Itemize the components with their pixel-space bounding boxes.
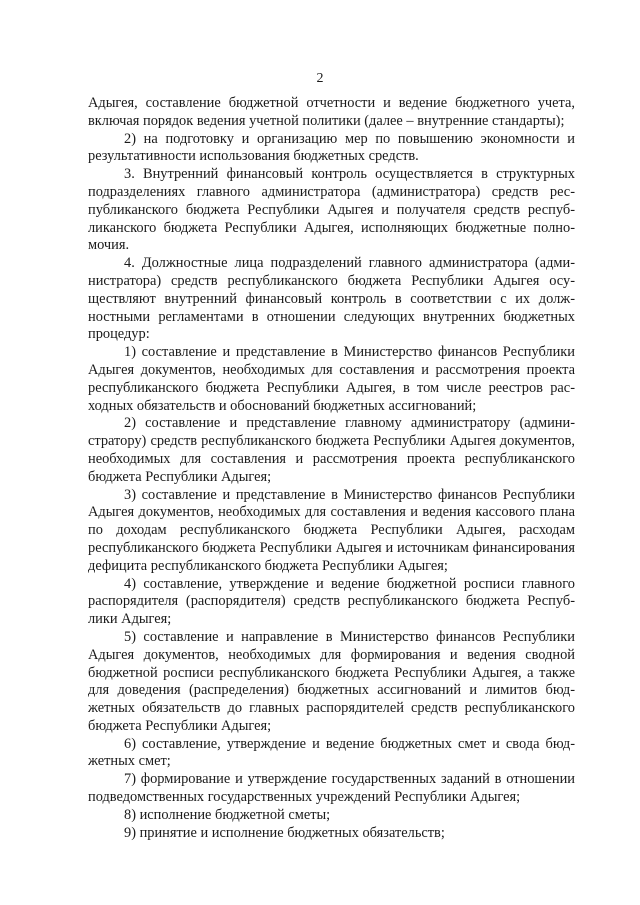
paragraph-procedure-9: 9) принятие и исполнение бюджетных обязательств;	[124, 824, 445, 841]
paragraph-procedure-2: 2) составление и представление главному администратору (администратору) средств республиканского бюджета Республики Адыгея документов, необходимых для составления и рассмотрения проекта республиканского бюджета Республики Адыгея;	[88, 415, 575, 485]
paragraph-continuation: Адыгея, составление бюджетной отчетности и ведение бюджетного учета, включая порядок ведения учетной политики (далее – внутренние стандарты);	[88, 95, 575, 129]
paragraph-section-4: 4. Должностные лица подразделений главного администратора (администратора) средств республиканского бюджета Республики Адыгея осуществляют внутренний финансовый контроль в соответствии с их должностными регламентами в отношении следующих внутренних бюджетных процедур:	[88, 255, 575, 343]
paragraph-procedure-7: 7) формирование и утверждение государственных заданий в отношении подведомственных государственных учреждений Республики Адыгея;	[88, 771, 575, 806]
paragraph-procedure-1: 1) составление и представление в Министерство финансов Республики Адыгея документов, необходимых для составления и рассмотрения проекта республиканского бюджета Республики Адыгея, в том числе реестров расходных обязательств и обоснований бюджетных ассигнований;	[88, 344, 575, 414]
paragraph-procedure-3: 3) составление и представление в Министерство финансов Республики Адыгея документов, необходимых для составления и ведения кассового плана по доходам республиканского бюджета Республики Адыгея, расходам республиканского бюджета Республики Адыгея и источникам финансирования дефицита республиканского бюджета Республики Адыгея;	[88, 486, 575, 574]
paragraph-item-2-efficiency: 2) на подготовку и организацию мер по повышению экономности и результативности использования бюджетных средств.	[88, 130, 575, 165]
paragraph-procedure-5: 5) составление и направление в Министерство финансов Республики Адыгея документов, необходимых для формирования и ведения сводной бюджетной росписи республиканского бюджета Республики Адыгея, а также для доведения (распределения) бюджетных ассигнований и лимитов бюджетных обязательств до главных распорядителей средств республиканского бюджета Республики Адыгея;	[88, 628, 575, 734]
document-body	[88, 95, 575, 842]
paragraph-procedure-6: 6) составление, утверждение и ведение бюджетных смет и свода бюджетных смет;	[88, 735, 575, 770]
paragraph-procedure-8: 8) исполнение бюджетной сметы;	[124, 806, 331, 823]
paragraph-section-3: 3. Внутренний финансовый контроль осуществляется в структурных подразделениях главного администратора (администратора) средств республиканского бюджета Республики Адыгея и получателя средств республиканского бюджета Республики Адыгея, исполняющих бюджетные полномочия.	[88, 166, 575, 254]
page-number: 2	[316, 71, 324, 86]
paragraph-procedure-4: 4) составление, утверждение и ведение бюджетной росписи главного распорядителя (распорядителя) средств республиканского бюджета Республики Адыгея;	[88, 575, 575, 628]
